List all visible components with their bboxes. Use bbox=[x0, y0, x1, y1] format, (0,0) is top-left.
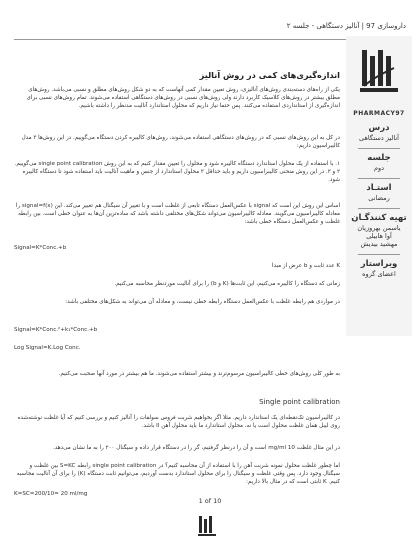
logo-text: PHARMACY97 bbox=[353, 110, 405, 117]
paragraph: به طور کلی روش‌های خطی کالیبراسیون مرسوم‌ترند و بیشتر استفاده می‌شوند. ما هم بیشتر در مورد آنها صحبت می‌کنیم. bbox=[58, 371, 340, 377]
paragraph: K عدد ثابت و b عرض از مبدا bbox=[271, 263, 340, 269]
equation-quadratic: Signal=K*Conc.²+k₁*Conc.+b bbox=[14, 327, 98, 333]
course-name: آنالیز دستگاهی bbox=[359, 134, 399, 142]
paragraph: اساس این روش این است که signal با عکس‌العمل دستگاه تابعی از غلظت است و با تغییر آن سیگنال هم تغییر می‌کند. این signal=f(x) را معادله کالیبراسیون می‌گویند. معادله کالیبراسیون می‌تواند شکل‌های مختلفی داشته باشد که ساده‌ترین آن‌ها به عنوان خطی است. بین رابطه غلظت و عکس‌العمل دستگاه خطی باشد: bbox=[15, 203, 340, 225]
preparers-label: تهیه کنندگـان bbox=[351, 213, 407, 223]
preparer-name: آوا هابیلی bbox=[366, 232, 392, 240]
sidebar-divider bbox=[358, 178, 400, 179]
paragraph: ۱. با استفاده از یک محلول استاندارد دستگاه کالیبره شود و محلول را تعیین مقدار کنیم که به این روش single point calibration می‌گوییم. ۲ و ۳. در این روش منحنی کالیبراسیون داریم و باید حداقل ۳ محلول استاندارد از جنس و ماهیت آنالیت باید استفاده شود تا دستگاه کالیبره شود. bbox=[14, 161, 340, 183]
paragraph: در مواردی هم رابطه غلظت با عکس‌العمل دستگاه رابطه خطی نیست، و معادله آن می‌تواند به شکل‌های مختلفی باشد: bbox=[65, 299, 340, 305]
paragraph: در کالیبراسیون تک‌نقطه‌ای یک استاندارد داریم. مثلا اگر بخواهیم شربت فروس سولفات را آنالیز کنیم و بررسی کنیم که آیا غلظت نوشته‌شده روی لیبل همان غلظت محلول است یا نه، محلول استاندارد ما باید محلول آهن II باشد. bbox=[17, 415, 340, 429]
editor-label: ویراستار bbox=[360, 259, 398, 269]
paragraph: زمانی که دستگاه را کالیبره می‌کنیم، این ثابت‌ها (K و b) را برای آنالیت موردنظر محاسبه می‌کنیم. bbox=[114, 281, 340, 287]
paragraph: اما چطور غلظت محلول نمونه شربت آهن را با استفاده از آن محاسبه کنیم؟ در single point calibration رابطه S=KC بین غلظت و سیگنال وجود دارد. پس وقتی غلظت و سیگنال را برای محلول استاندارد بدست آوردیم، می‌توانیم ثابت دستگاه (K) را برای آن آنالیت محاسبه کنیم. K ثابتی است که در مثال بالا داریم: bbox=[16, 463, 340, 485]
paragraph: در این مثال غلظت 10 mg/ml است و آن را درنظر گرفتیم، گر را در دستگاه قرار داده و سیگنال ۲۰۰ را به ما نشان می‌دهد. bbox=[52, 445, 340, 451]
subsection-heading: Single point calibration bbox=[259, 398, 340, 406]
header-title: داروسازی 97 | آنالیز دستگاهی - جلسه ۲ bbox=[286, 22, 406, 30]
sidebar-divider bbox=[358, 254, 400, 255]
preparer-name: مهشید بیدیش bbox=[360, 240, 398, 248]
paragraph: یکی از راه‌های دسته‌بندی روش‌های آنالیزی، روش تعیین مقدار کمی آنهاست که به دو شکل روش‌های مطلق و نسبی می‌باشد. روش‌های مطلق بیشتر در روش‌های کلاسیک کاربرد دارند ولی روش‌های نسبی در روش‌های دستگاهی استفاده می‌شوند. تمام روش‌های نسبی برای اندازه‌گیری از استانداردی استفاده می‌کنند. پس حتما نیاز داریم که محلول استاندارد آنالیت مدنظر را داشته باشیم. bbox=[26, 87, 340, 109]
paragraph: در کل به این روش‌های نسبی که در روش‌های دستگاهی استفاده می‌شوند، روش‌های کالیبره کردن دستگاه می‌گوییم. در این روش‌ها ۳ مدل کالیبراسیون داریم: bbox=[21, 135, 340, 149]
course-label: درس bbox=[368, 123, 390, 133]
teacher-label: استـاد bbox=[366, 183, 392, 193]
page-number: 1 of 10 bbox=[198, 497, 222, 505]
session-value: دوم bbox=[373, 164, 385, 172]
pharmacy-logo bbox=[356, 46, 402, 106]
section-title: اندازه‌گیری‌های کمی در روش آنالیز bbox=[199, 70, 340, 80]
equation-k: K=SC=200/10= 20 ml/mg bbox=[14, 491, 88, 497]
info-sidebar bbox=[346, 36, 412, 336]
session-label: جلسه bbox=[367, 153, 391, 163]
teacher-name: رمضانی bbox=[368, 194, 390, 202]
equation-log: Log Signal=K.Log Conc. bbox=[14, 345, 81, 351]
preparer-name: یاسمن بهروزیان bbox=[357, 224, 401, 232]
editor-name: اعضای گروه bbox=[362, 270, 396, 278]
equation-linear: Signal=K*Conc.+b bbox=[14, 245, 67, 251]
footer-logo-icon bbox=[196, 514, 218, 540]
page-header bbox=[14, 22, 406, 36]
sidebar-divider bbox=[358, 208, 400, 209]
sidebar-divider bbox=[358, 148, 400, 149]
